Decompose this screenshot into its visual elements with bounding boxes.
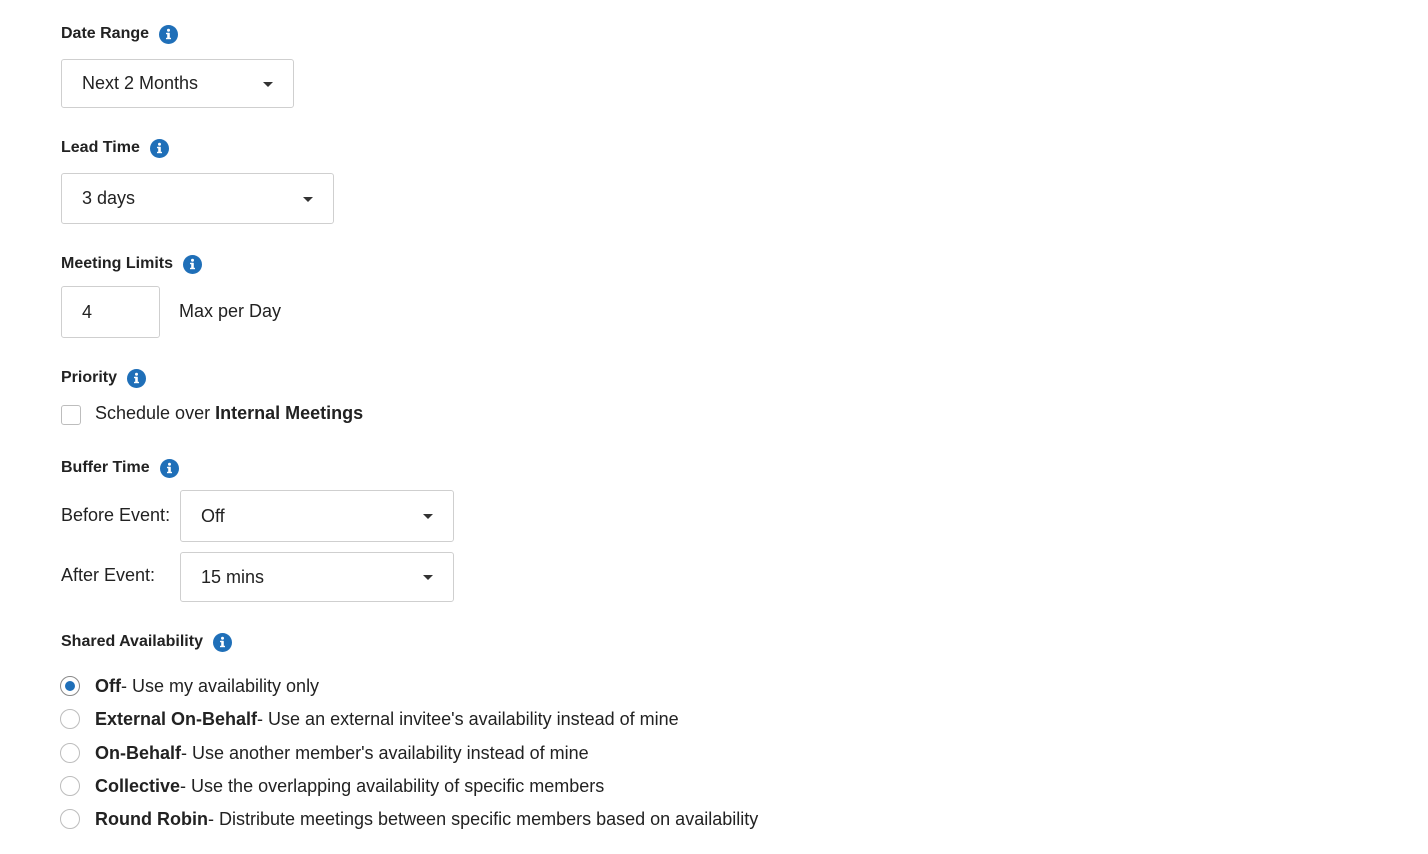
- date-range-select[interactable]: [61, 59, 294, 108]
- after-event-label: After Event:: [61, 565, 156, 585]
- info-icon[interactable]: [127, 369, 146, 388]
- lead-time-heading: [61, 137, 169, 159]
- shared-availability-option-on-behalf[interactable]: [60, 741, 589, 765]
- lead-time-value: 3 days: [82, 188, 136, 208]
- option-title: Collective: [95, 775, 181, 796]
- chevron-down-icon: [423, 514, 433, 519]
- info-icon[interactable]: [183, 255, 202, 274]
- shared-availability-option-off[interactable]: [60, 674, 319, 698]
- before-event-label: Before Event:: [61, 505, 171, 525]
- internal-meetings-text: Internal Meetings: [215, 403, 364, 423]
- radio-button[interactable]: [60, 676, 80, 696]
- shared-availability-label: Shared Availability: [61, 633, 203, 650]
- meeting-limits-label: Meeting Limits: [61, 255, 174, 272]
- radio-button[interactable]: [60, 809, 80, 829]
- before-event-select[interactable]: [180, 490, 454, 542]
- radio-button[interactable]: [60, 709, 80, 729]
- info-icon[interactable]: [159, 25, 178, 44]
- option-description: - Use an external invitee's availability instead of mine: [257, 708, 679, 729]
- shared-availability-option-round-robin[interactable]: [60, 807, 758, 831]
- option-description: - Use another member's availability instead of mine: [181, 742, 589, 763]
- radio-button[interactable]: [60, 776, 80, 796]
- schedule-over-internal-checkbox[interactable]: [61, 405, 81, 425]
- info-icon[interactable]: [150, 139, 169, 158]
- buffer-time-heading: [61, 457, 179, 479]
- priority-heading: [61, 367, 146, 389]
- max-per-day-input[interactable]: [61, 286, 160, 338]
- max-per-day-label: Max per Day: [179, 301, 282, 321]
- buffer-time-label: Buffer Time: [61, 459, 150, 476]
- schedule-over-text: Schedule over: [95, 403, 216, 423]
- shared-availability-heading: [61, 631, 232, 653]
- option-title: Round Robin: [95, 808, 208, 829]
- option-description: - Distribute meetings between specific members based on availability: [207, 808, 759, 829]
- option-title: On-Behalf: [95, 742, 182, 763]
- date-range-label: Date Range: [61, 25, 150, 42]
- date-range-heading: [61, 23, 178, 45]
- option-title: Off: [95, 675, 121, 696]
- meeting-limits-heading: [61, 253, 202, 275]
- shared-availability-option-collective[interactable]: [60, 774, 604, 798]
- schedule-over-internal-label[interactable]: [95, 403, 363, 424]
- chevron-down-icon: [263, 82, 273, 87]
- max-per-day-value: 4: [82, 301, 93, 322]
- priority-label: Priority: [61, 369, 118, 386]
- option-description: - Use the overlapping availability of specific members: [180, 775, 605, 796]
- lead-time-select[interactable]: [61, 173, 334, 224]
- chevron-down-icon: [303, 197, 313, 202]
- lead-time-label: Lead Time: [61, 139, 140, 156]
- date-range-value: Next 2 Months: [82, 73, 199, 93]
- option-description: - Use my availability only: [121, 675, 320, 696]
- info-icon[interactable]: [213, 633, 232, 652]
- option-title: External On-Behalf: [95, 708, 258, 729]
- radio-button[interactable]: [60, 743, 80, 763]
- after-event-select[interactable]: [180, 552, 454, 602]
- before-event-value: Off: [201, 505, 225, 526]
- after-event-value: 15 mins: [201, 566, 265, 587]
- chevron-down-icon: [423, 575, 433, 580]
- info-icon[interactable]: [160, 459, 179, 478]
- shared-availability-option-external-on-behalf[interactable]: [60, 707, 679, 731]
